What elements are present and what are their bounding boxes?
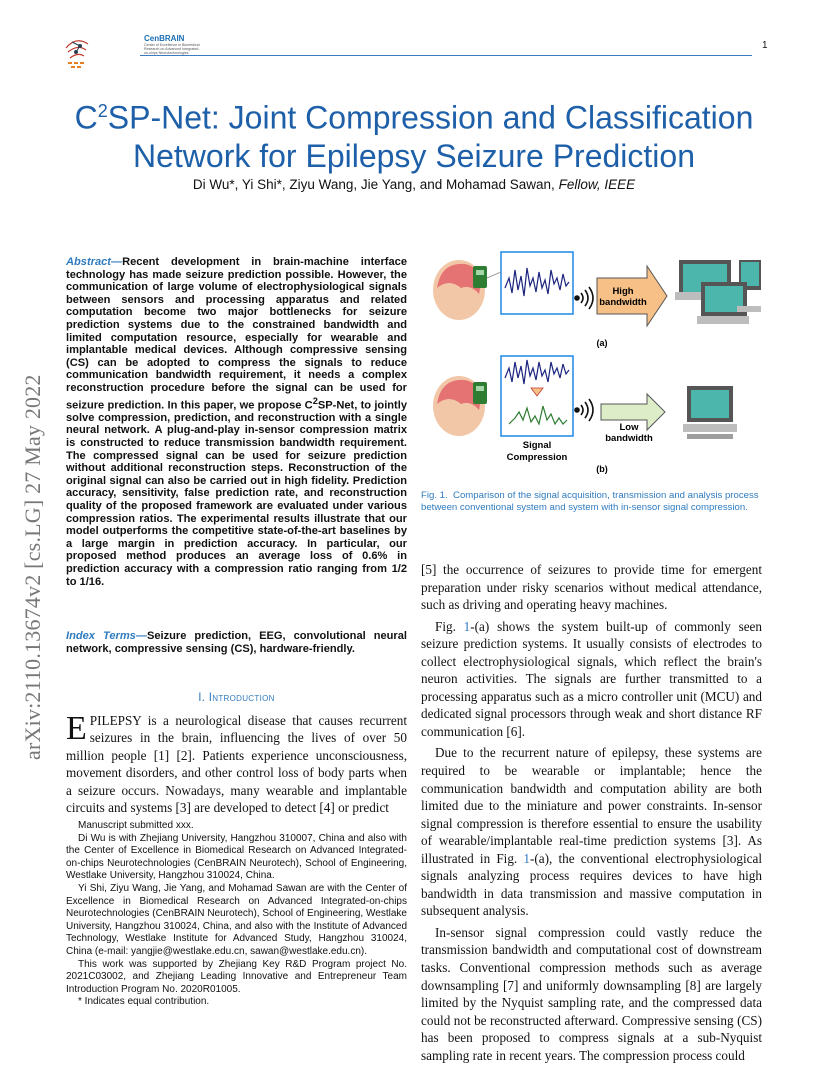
- paragraph: [421, 618, 762, 741]
- section-title: Introduction: [208, 692, 275, 704]
- high-bandwidth-label-2: bandwidth: [599, 297, 647, 308]
- figure-caption: [421, 490, 762, 513]
- text-run: -(a), the conventional electrophysiological signals analyzing process requires devices to have high bandwidth in data transmission and massive computation in subsequent analysis.: [421, 850, 762, 919]
- figure-1: [421, 248, 762, 478]
- section-heading: [66, 692, 407, 704]
- abstract-label: Abstract—: [66, 256, 123, 268]
- figure-reference-link[interactable]: 1: [523, 850, 530, 866]
- computer-icon: [683, 386, 737, 439]
- footnote: * Indicates equal contribution.: [78, 996, 210, 1008]
- panel-b-label: (b): [596, 464, 608, 474]
- text-run: Due to the recurrent nature of epilepsy, these systems are required to be wearable or implantable; hence the communication bandwidth and computation ability are both limited due to the miniature and power constraints. In-sensor signal compression is therefore essential to ensure the usability of wearable/implantable real-time prediction systems [3]. As illustrated in Fig.: [421, 745, 762, 866]
- author-list: [40, 177, 788, 192]
- abstract-text-a: Recent development in brain-machine interface technology has made seizure prediction possible. However, the communication of large volume of electrophysiological signals between sensors and processing apparatus and related computation become two major bottlenecks for seizure prediction systems due to the constrained bandwidth and limited computation resource, especially for wearable and implantable medical devices. Although compressive sensing (CS) can be adopted to compress the signals to reduce communication bandwidth requirement, it needs a complex reconstruction procedure before the signal can be used for seizure prediction. In this paper, we propose C: [66, 256, 407, 412]
- abstract-text-b: SP-Net, to jointly solve compression, prediction, and reconstruction with a single neural network. A plug-and-play in-sensor compression matrix is constructed to reduce transmission bandwidth requirement. The compressed signal can be used for seizure prediction without additional reconstruction steps. Reconstruction of the original signal can also be carried out in high fidelity. Prediction accuracy, sensitivity, false prediction rate, and reconstruction quality of the proposed framework are evaluated under various compression ratios. The experimental results illustrate that our model outperforms the competitive state-of-the-art baselines by a large margin in prediction accuracy. In particular, our proposed method produces an average loss of 0.6% in prediction accuracy with a compression ratio ranging from 1/2 to 1/16.: [66, 399, 407, 588]
- body-text-right: [421, 561, 762, 1068]
- low-bandwidth-label-1: Low: [619, 422, 639, 433]
- header-rule: [140, 55, 752, 56]
- signal-compression-label-1: Signal: [522, 440, 552, 451]
- title-prefix: C: [74, 99, 98, 136]
- text-run: Fig.: [435, 618, 464, 634]
- footnotes: [66, 820, 407, 1009]
- section-number: I.: [198, 692, 206, 704]
- head-icon: [433, 376, 487, 436]
- title-superscript: 2: [97, 101, 108, 121]
- head-icon: [433, 260, 487, 320]
- wireless-icon: [575, 399, 593, 421]
- title-rest: SP-Net: Joint Compression and Classification Network for Epilepsy Seizure Prediction: [107, 99, 754, 174]
- computer-icon: [675, 260, 761, 324]
- figure-1-diagram: [421, 248, 762, 478]
- index-terms: [66, 630, 407, 655]
- signal-compression-label-2: Compression: [506, 452, 568, 463]
- paper-title: [40, 92, 788, 175]
- cenbrain-logo: [62, 34, 200, 72]
- caption-label: Fig. 1.: [421, 490, 448, 501]
- high-bandwidth-arrow: [597, 266, 667, 326]
- page-number: 1: [762, 40, 768, 51]
- footnote: Di Wu is with Zhejiang University, Hangzhou 310007, China and also with the Center of Excellence in Biomedical Research on Advanced Integrated-on-chips Neurotechnologies (CenBRAIN Neurotech), School of Engineering, Westlake University, Hangzhou 310024, China.: [66, 832, 407, 882]
- footnote: This work was supported by Zhejiang Key R&D Program project No. 2021C03002, and Zhejiang Leading Innovative and Entrepreneur Team Introduction Program No. 2020R01005.: [66, 958, 407, 995]
- abstract-sup: 2: [312, 395, 318, 406]
- arxiv-stamp: arXiv:2110.13674v2 [cs.LG] 27 May 2022: [20, 374, 45, 760]
- intro-text: PILEPSY is a neurological disease that causes recurrent seizures in the brain, influencing the lives of over 50 million people [1] [2]. Patients experience unconsciousness, movement disorders, and other control loss of body parts when a seizure occurs. Nowadays, many wearable and implantable circuits and systems [3] are developed to detect [4] or predict: [66, 713, 407, 816]
- logo-name: CenBRAIN: [144, 34, 185, 43]
- index-terms-label: Index Terms—: [66, 630, 147, 642]
- dropcap: E: [66, 710, 87, 747]
- brain-logo-icon: [62, 34, 142, 72]
- footnote: Yi Shi, Ziyu Wang, Jie Yang, and Mohamad Sawan are with the Center of Excellence in Biomedical Research on Advanced Integrated-on-chips Neurotechnologies (CenBRAIN Neurotech), School of Engineering, Westlake University, Hangzhou 310024, China, and also with the Institute of Advanced Technology, Westlake Institute for Advanced Study, Hangzhou 310024, China (e-mail: yangjie@westlake.edu.cn, sawan@westlake.edu.cn).: [66, 882, 407, 957]
- wireless-icon: [575, 287, 593, 309]
- author-fellow: Fellow, IEEE: [558, 177, 636, 192]
- connector-line: [487, 272, 501, 278]
- low-bandwidth-label-2: bandwidth: [605, 433, 653, 444]
- intro-paragraph: [66, 712, 407, 816]
- author-names: Di Wu*, Yi Shi*, Ziyu Wang, Jie Yang, and Mohamad Sawan,: [192, 177, 555, 192]
- panel-a-label: (a): [596, 338, 608, 348]
- paragraph: [421, 744, 762, 919]
- caption-text: Comparison of the signal acquisition, transmission and analysis process between conventional system and system with in-sensor signal compression.: [421, 490, 759, 513]
- figure-reference-link[interactable]: 1: [463, 618, 471, 634]
- footnote: Manuscript submitted xxx.: [78, 820, 194, 831]
- paragraph: In-sensor signal compression could vastly reduce the transmission bandwidth and computational cost of downstream tasks. Conventional compression methods such as average downsampling [7] and uniformly downsampling [8] are largely limited by the Nyquist sampling rate, and the compressed data could not be reconstructed afterward. Compressive sensing (CS) has been proposed to compress signals at a sub-Nyquist sampling rate in recent years. The compression process could: [421, 924, 762, 1063]
- text-run: -(a) shows the system built-up of commonly seen seizure prediction systems. It usually consists of electrodes to collect electrophysiological signals, which reflect the brain's neuron activities. The signals are further transmitted to a processing apparatus such as a micro controller unit (MCU) and dedicated signal processors through weak and short distance RF communication [6].: [421, 618, 762, 739]
- high-bandwidth-label-1: High: [612, 286, 634, 297]
- abstract: [66, 256, 407, 588]
- paragraph: [5] the occurrence of seizures to provide time for emergent preparation under risky scenarios without medical attendance, such as driving and operating heavy machines.: [421, 562, 762, 613]
- index-terms-text: Seizure prediction, EEG, convolutional neural network, compressive sensing (CS), hardware-friendly.: [66, 630, 407, 655]
- logo-subtitle: Center of Excellence in Biomedical Research on Advanced Integrated-on-chips Neurotechnologies: [144, 43, 200, 56]
- low-bandwidth-arrow: [601, 394, 665, 444]
